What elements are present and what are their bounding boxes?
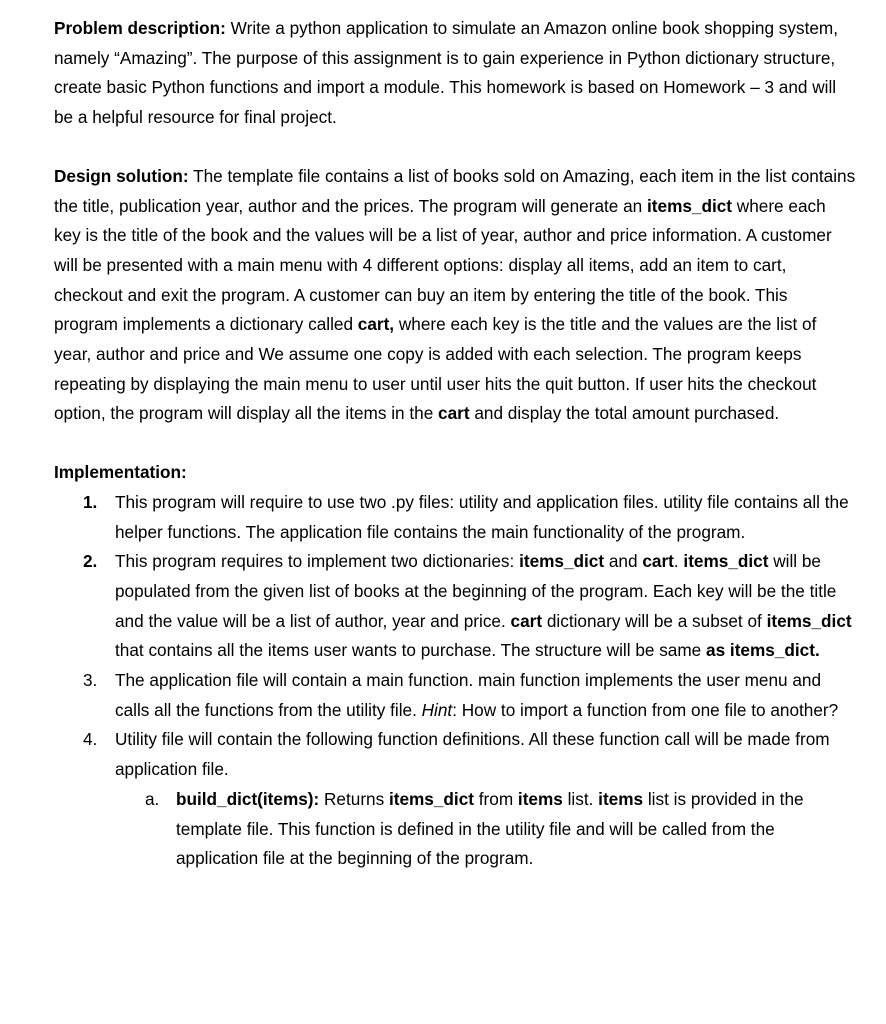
problem-description-text: Write a python application to simulate an Amazon online book shopping system, namely “Amazing”. The purpose of this assignment is to gain experience in Python dictionary structure, create basic Python functions and import a module. This homework is based on Homework – 3 and will be a helpful resource for final project. bbox=[54, 18, 839, 128]
design-solution-paragraph bbox=[54, 162, 856, 429]
sub-item-a-term-items-dict: items_dict bbox=[388, 788, 474, 809]
item-2-term-items-dict-3: items_dict bbox=[766, 610, 852, 631]
sub-item-a-term-items: items bbox=[517, 788, 563, 809]
sub-item-a bbox=[115, 785, 856, 874]
implementation-item-2 bbox=[54, 547, 856, 666]
item-2-text-2: and bbox=[604, 551, 643, 572]
problem-description-paragraph bbox=[54, 14, 856, 133]
item-2-number: 2. bbox=[83, 551, 98, 572]
item-4-text: Utility file will contain the following function definitions. All these function call will be made from application file. bbox=[115, 729, 830, 780]
design-text-4: and display the total amount purchased. bbox=[469, 403, 780, 424]
item-3-hint: Hint bbox=[421, 699, 453, 720]
sub-item-a-text-1: Returns bbox=[319, 788, 389, 809]
sub-item-a-text-2: from bbox=[473, 788, 518, 809]
item-1-text: This program will require to use two .py files: utility and application files. utility file contains all the helper functions. The application file contains the main functionality of the program. bbox=[115, 491, 849, 542]
implementation-list bbox=[54, 488, 856, 874]
sub-item-a-function-signature: build_dict(items): bbox=[176, 788, 320, 809]
item-2-text-6: that contains all the items user wants to purchase. The structure will be same bbox=[115, 640, 707, 661]
item-2-text-5: dictionary will be a subset of bbox=[542, 610, 767, 631]
implementation-item-3 bbox=[54, 666, 856, 725]
item-2-text-3: . bbox=[673, 551, 684, 572]
item-4-sub-list bbox=[115, 785, 856, 874]
item-2-term-as-items-dict: as items_dict. bbox=[706, 640, 820, 661]
sub-item-a-term-items-2: items bbox=[598, 788, 644, 809]
item-2-term-cart-2: cart bbox=[510, 610, 543, 631]
sub-item-a-letter: a. bbox=[145, 788, 160, 809]
item-2-term-items-dict-2: items_dict bbox=[683, 551, 769, 572]
item-3-text-1: The application file will contain a main function. main function implements the user menu and calls all the functions from the utility file. bbox=[115, 670, 822, 720]
item-2-text-4: will be populated from the given list of books at the beginning of the program. Each key will be the title and the value will be a list of author, year and price. bbox=[115, 551, 837, 631]
implementation-heading: Implementation: bbox=[54, 462, 187, 483]
item-1-number: 1. bbox=[83, 491, 98, 512]
item-2-term-items-dict: items_dict bbox=[519, 551, 605, 572]
design-term-cart: cart, bbox=[357, 314, 395, 335]
design-text-2: where each key is the title of the book and the values will be a list of year, author and price information. A customer will be presented with a main menu with 4 different options: display all items, add an item to cart, checkout and exit the program. A customer can buy an item by entering the title of the book. This program implements a dictionary called bbox=[54, 195, 832, 335]
sub-item-a-text-3: list. bbox=[562, 788, 599, 809]
item-2-term-cart: cart bbox=[642, 551, 674, 572]
design-text-3: where each key is the title and the values are the list of year, author and price and We assume one copy is added with each selection. The program keeps repeating by displaying the main menu to user until user hits the quit button. If user hits the checkout option, the program will display all the items in the bbox=[54, 314, 817, 424]
implementation-item-4 bbox=[54, 725, 856, 874]
design-solution-heading: Design solution: bbox=[54, 165, 189, 186]
design-term-items-dict: items_dict bbox=[647, 195, 733, 216]
item-3-number: 3. bbox=[83, 670, 98, 691]
problem-description-heading: Problem description: bbox=[54, 18, 226, 38]
item-2-text-1: This program requires to implement two dictionaries: bbox=[115, 551, 520, 572]
item-3-text-2: : How to import a function from one file to another? bbox=[452, 699, 839, 720]
design-term-cart-2: cart bbox=[438, 403, 470, 424]
design-text-1: The template file contains a list of books sold on Amazing, each item in the list contains the title, publication year, author and the prices. The program will generate an bbox=[54, 165, 856, 216]
sub-item-a-text-4: list is provided in the template file. This function is defined in the utility file and will be called from the application file at the beginning of the program. bbox=[176, 788, 804, 869]
implementation-item-1 bbox=[54, 488, 856, 547]
item-4-number: 4. bbox=[83, 729, 98, 750]
